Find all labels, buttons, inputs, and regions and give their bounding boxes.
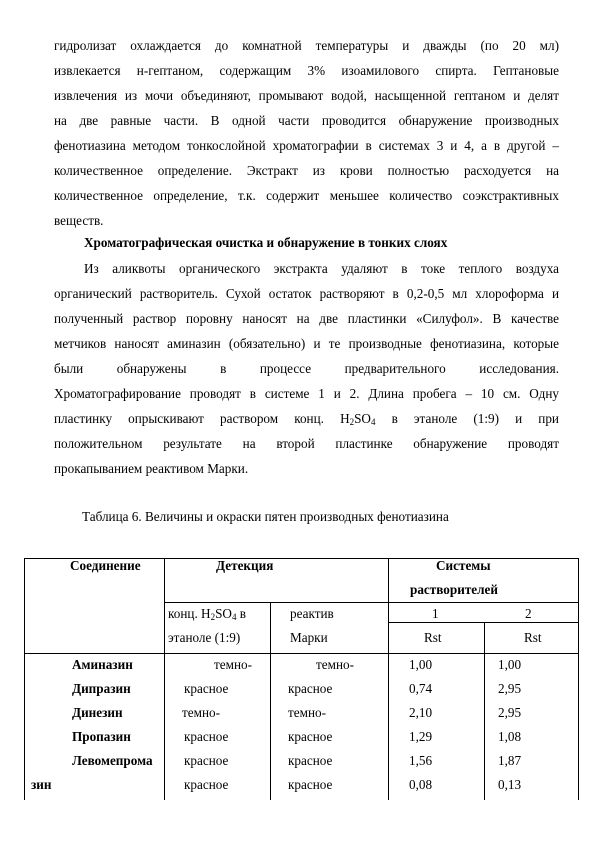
subheader-marki: реактив [290, 606, 334, 621]
paragraph-line: прокапыванием реактивом Марки. [54, 461, 249, 476]
table-caption: Таблица 6. Величины и окраски пятен производных фенотиазина [82, 509, 449, 524]
marki-color: красное [288, 729, 333, 744]
table-border [24, 558, 25, 800]
compound-name: Аминазин [72, 657, 133, 672]
data-table [24, 558, 579, 800]
subheader-marki-2: Марки [290, 630, 328, 645]
marki-color: темно- [288, 705, 327, 720]
h2so4-color: темно- [214, 657, 253, 672]
rst-system-2: 2,95 [498, 705, 522, 720]
paragraph-line: количественное определение, т.к. содержит меньшее количество соэкстрактивных [54, 188, 559, 203]
rst-system-1: 2,10 [409, 705, 433, 720]
marki-color: темно- [316, 657, 355, 672]
paragraph-line: Из аликвоты органического экстракта удаляют в токе теплого воздуха [84, 261, 559, 276]
rst-system-1: 1,00 [409, 657, 433, 672]
text: в этаноле (1:9) и при [375, 411, 559, 426]
paragraph-line-formula [54, 411, 559, 427]
subheader-system-2: 2 [525, 606, 532, 621]
compound-name: Пропазин [72, 729, 131, 744]
subheader-system-1: 1 [432, 606, 439, 621]
header-systems-2: растворителей [410, 582, 498, 597]
rst-system-2: 1,00 [498, 657, 522, 672]
h2so4-color: красное [184, 729, 229, 744]
header-systems: Системы [436, 558, 491, 573]
rst-system-2: 1,87 [498, 753, 522, 768]
text: SO [354, 411, 371, 426]
paragraph-line: веществ. [54, 213, 104, 228]
marki-color: красное [288, 753, 333, 768]
paragraph-line: извлечения из мочи объединяют, промывают водой, насыщенной гептаном и делят [54, 88, 559, 103]
subheader-rst-2: Rst [524, 630, 542, 645]
subscript: 4 [231, 612, 237, 622]
compound-name: Дипразин [72, 681, 131, 696]
rst-system-2: 0,13 [498, 777, 522, 792]
h2so4-color: красное [184, 753, 229, 768]
section-heading: Хроматографическая очистка и обнаружение в тонких слоях [84, 235, 448, 250]
paragraph-line: количественное определение. Экстракт из крови полностью расходуется на [54, 163, 559, 178]
compound-name: Динезин [72, 705, 123, 720]
rst-system-1: 1,29 [409, 729, 433, 744]
table-border [484, 622, 485, 800]
paragraph-line: фенотиазина методом тонкослойной хроматографии в системах 3 и 4, а в другой – [54, 138, 559, 153]
paragraph-line: положительном результате на второй пластинке обнаружение проводят [54, 436, 559, 451]
marki-color: красное [288, 777, 333, 792]
paragraph-line: были обнаружены в процессе предварительного исследования. [54, 361, 559, 376]
paragraph-line: органический растворитель. Сухой остаток растворяют в 0,2-0,5 мл хлороформа и [54, 286, 559, 301]
paragraph-line: гидролизат охлаждается до комнатной температуры и дважды (по 20 мл) [54, 38, 559, 53]
subheader-rst-1: Rst [424, 630, 442, 645]
text: конц. H [168, 606, 211, 621]
compound-name: зин [31, 777, 52, 792]
rst-system-2: 2,95 [498, 681, 522, 696]
rst-system-1: 0,74 [409, 681, 433, 696]
compound-name: Левомепрома [72, 753, 153, 768]
table-border [578, 558, 579, 800]
paragraph-line: полученный раствор поровну наносят на две пластинки «Силуфол». В качестве [54, 311, 559, 326]
subscript: 2 [349, 417, 355, 427]
rst-system-2: 1,08 [498, 729, 522, 744]
text: SO [215, 606, 232, 621]
rst-system-1: 0,08 [409, 777, 433, 792]
h2so4-color: красное [184, 777, 229, 792]
header-detection: Детекция [216, 558, 274, 573]
paragraph-line: метчиков наносят аминазин (обязательно) и те производные фенотиазина, которые [54, 336, 559, 351]
subheader-h2so4 [168, 606, 246, 622]
table-border [270, 602, 271, 800]
header-compound: Соединение [70, 558, 141, 573]
subscript: 4 [370, 417, 376, 427]
text: пластинку опрыскивают раствором конц. H [54, 411, 350, 426]
paragraph-line: на две равные части. В одной части проводится обнаружение производных [54, 113, 559, 128]
table-border [164, 558, 165, 800]
marki-color: красное [288, 681, 333, 696]
table-border [388, 558, 389, 800]
h2so4-color: красное [184, 681, 229, 696]
paragraph-line: извлекается н-гептаном, содержащим 3% изоамилового спирта. Гептановые [54, 63, 559, 78]
subscript: 2 [210, 612, 216, 622]
subheader-h2so4-line2: этаноле (1:9) [168, 630, 241, 645]
h2so4-color: темно- [182, 705, 221, 720]
paragraph-line: Хроматографирование проводят в системе 1 и 2. Длина пробега – 10 см. Одну [54, 386, 559, 401]
table-border [164, 602, 579, 603]
text: в [236, 606, 246, 621]
rst-system-1: 1,56 [409, 753, 433, 768]
